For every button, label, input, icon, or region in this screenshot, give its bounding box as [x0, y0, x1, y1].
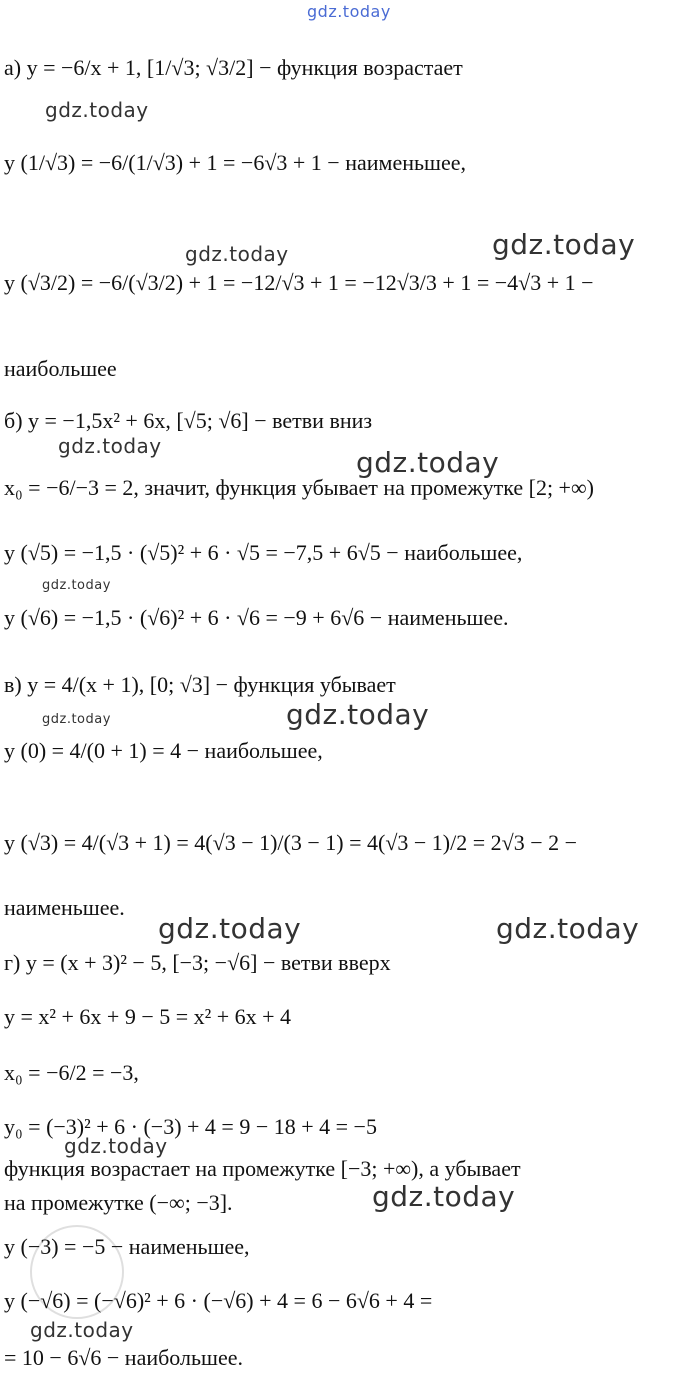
watermark: gdz.today — [58, 434, 162, 458]
watermark: gdz.today — [496, 912, 640, 945]
line-d-expand: y = x² + 6x + 9 − 5 = x² + 6x + 4 — [4, 1004, 292, 1029]
line-d-monotonic-2: на промежутке (−∞; −3]. — [4, 1190, 233, 1215]
line-a-max: y (√3/2) = −6/(√3/2) + 1 = −12/√3 + 1 = −12√3/3 + 1 = −4√3 + 1 − — [4, 270, 594, 295]
line-c-min: y (√3) = 4/(√3 + 1) = 4(√3 − 1)/(3 − 1) = 4(√3 − 1)/2 = 2√3 − 2 − — [4, 830, 578, 855]
line-a-min: y (1/√3) = −6/(1/√3) + 1 = −6√3 + 1 − наименьшее, — [4, 150, 466, 175]
line-c-min-label: наименьшее. — [4, 895, 125, 920]
watermark: gdz.today — [185, 242, 289, 266]
line-b-min: y (√6) = −1,5 · (√6)² + 6 · √6 = −9 + 6√6 − наименьшее. — [4, 605, 509, 630]
line-b-vertex: x₀ = −6/−3 = 2, значит, функция убывает на промежутке [2; +∞) — [4, 475, 594, 500]
line-c-max: y (0) = 4/(0 + 1) = 4 − наибольшее, — [4, 738, 323, 763]
watermark: gdz.today — [286, 698, 430, 731]
line-d-min: y (−3) = −5 − наименьшее, — [4, 1234, 250, 1259]
line-b-function: б) y = −1,5x² + 6x, [√5; √6] − ветви вниз — [4, 408, 373, 433]
line-d-max-calc: y (−√6) = (−√6)² + 6 · (−√6) + 4 = 6 − 6√6 + 4 = — [4, 1288, 433, 1313]
line-a-function: а) y = −6/x + 1, [1/√3; √3/2] − функция возрастает — [4, 55, 463, 80]
line-d-max: = 10 − 6√6 − наибольшее. — [4, 1345, 243, 1370]
watermark: gdz.today — [45, 98, 149, 122]
watermark-top: gdz.today — [307, 2, 391, 21]
watermark: gdz.today — [42, 712, 111, 727]
watermark: gdz.today — [42, 578, 111, 593]
watermark: gdz.today — [64, 1134, 168, 1158]
line-d-monotonic-1: функция возрастает на промежутке [−3; +∞), а убывает — [4, 1156, 521, 1181]
line-d-vertex-y: y₀ = (−3)² + 6 · (−3) + 4 = 9 − 18 + 4 = −5 — [4, 1114, 377, 1139]
watermark: gdz.today — [372, 1180, 516, 1213]
line-d-function: г) y = (x + 3)² − 5, [−3; −√6] − ветви вверх — [4, 950, 391, 975]
line-a-max-label: наибольшее — [4, 356, 117, 381]
line-d-vertex-x: x₀ = −6/2 = −3, — [4, 1060, 139, 1085]
watermark: gdz.today — [492, 228, 636, 261]
line-b-max: y (√5) = −1,5 · (√5)² + 6 · √5 = −7,5 + 6√5 − наибольшее, — [4, 540, 523, 565]
watermark: gdz.today — [30, 1318, 134, 1342]
watermark: gdz.today — [158, 912, 302, 945]
line-c-function: в) y = 4/(x + 1), [0; √3] − функция убывает — [4, 672, 396, 697]
watermark: gdz.today — [356, 446, 500, 479]
